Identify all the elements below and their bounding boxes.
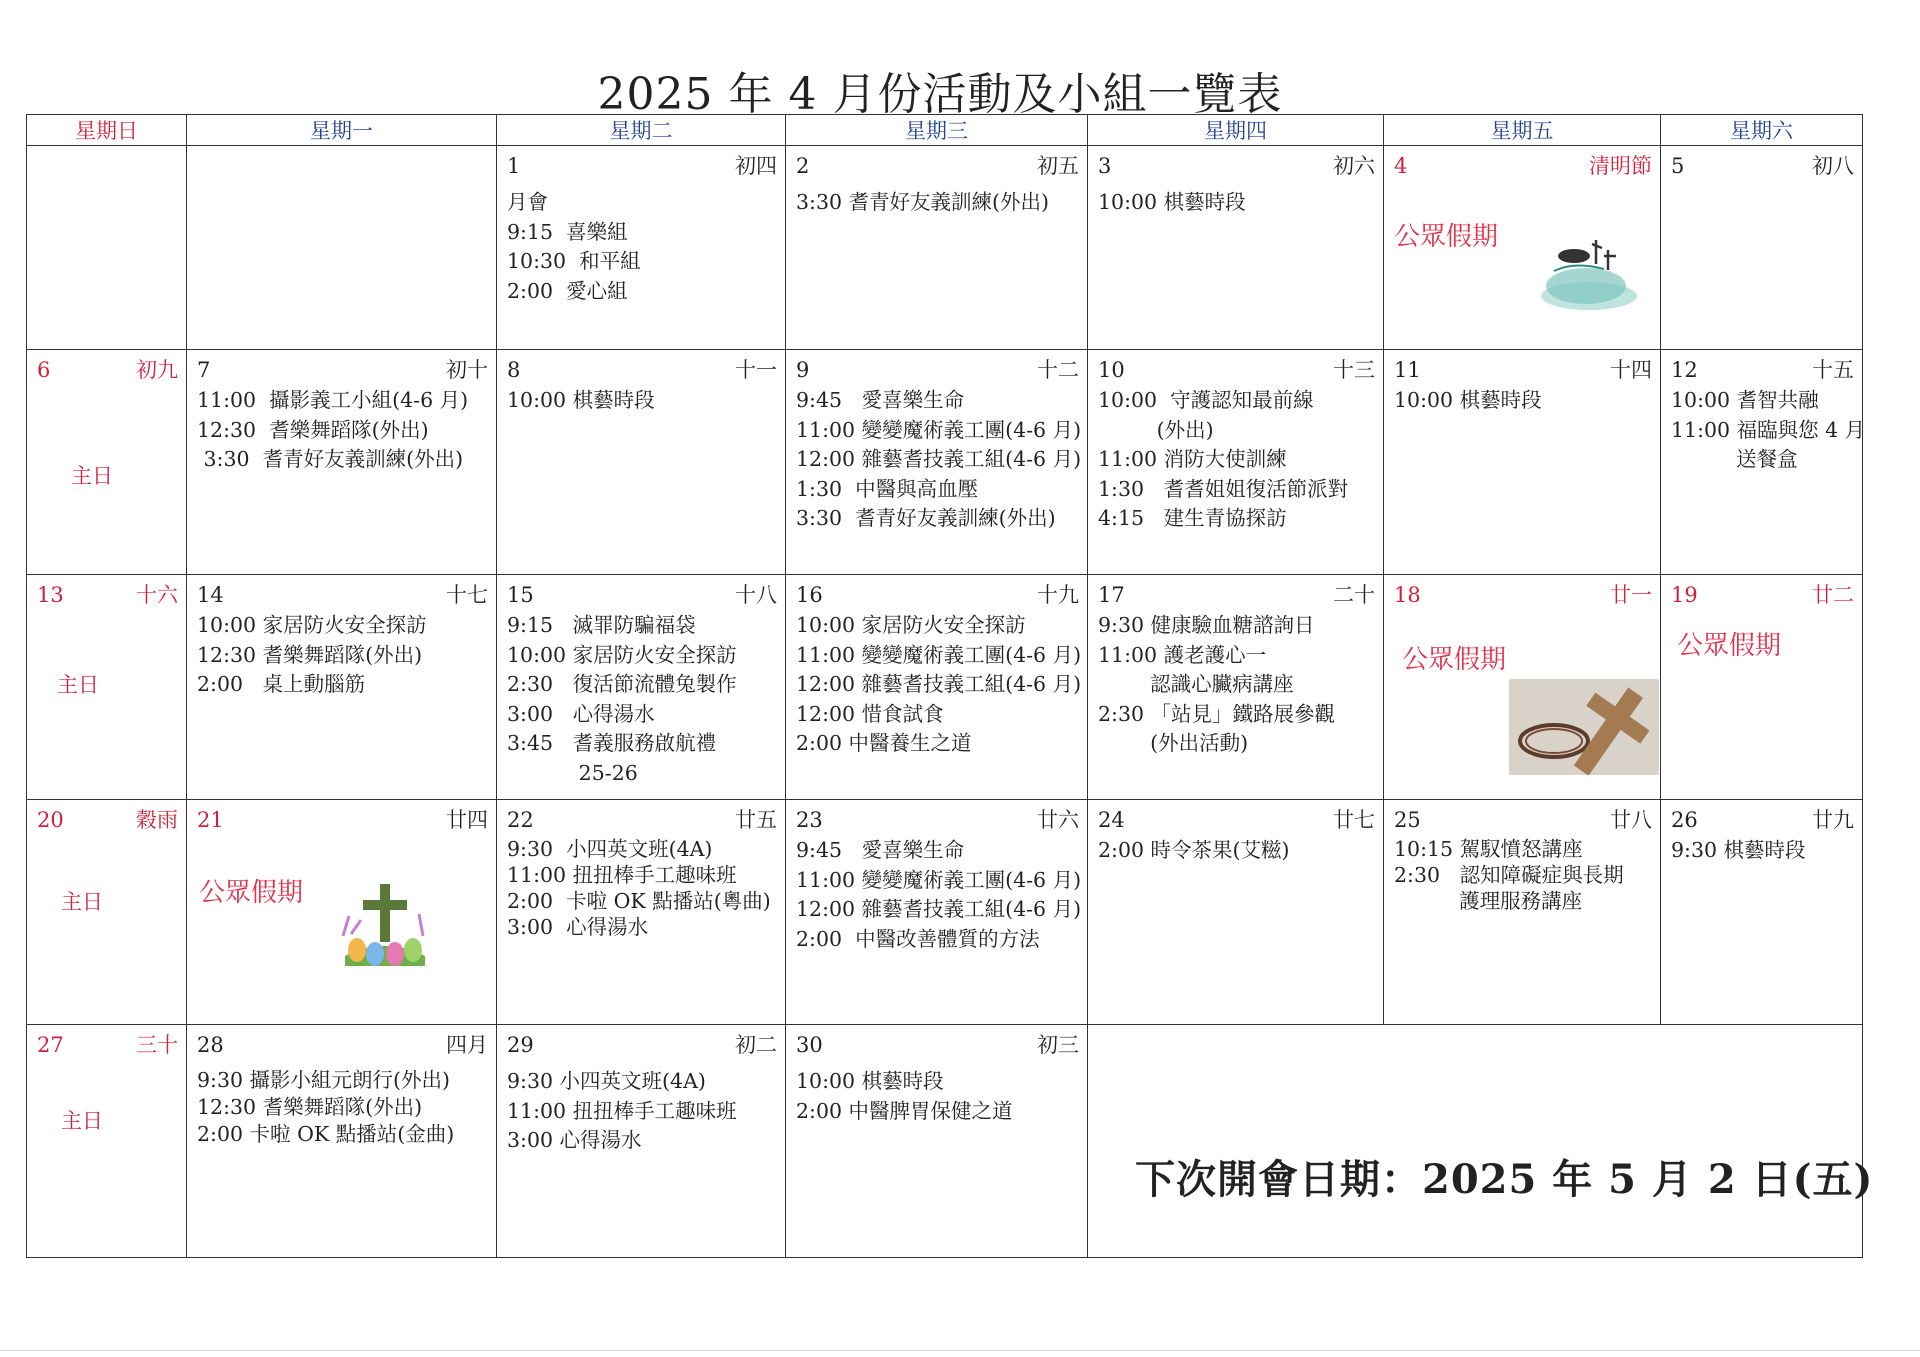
- day-number: 23: [796, 808, 823, 832]
- next-meeting-cell: [1088, 1025, 1863, 1258]
- weekday-header-row: [27, 115, 1863, 146]
- day-number: 18: [1394, 583, 1421, 607]
- page-title: 2025 年 4 月份活動及小組一覽表: [597, 69, 1283, 120]
- day-cell-12: [1661, 350, 1866, 575]
- day-number: 25: [1394, 808, 1421, 832]
- holiday-label: 公眾假期: [199, 878, 304, 908]
- weekday-wed: 星期三: [786, 115, 1088, 146]
- day-cell-4: [1384, 146, 1661, 350]
- day-number: 7: [197, 358, 211, 382]
- lunar-date: 廿四: [446, 808, 488, 832]
- lunar-date: 初四: [735, 154, 777, 178]
- day-cell-3: [1088, 146, 1384, 350]
- lunar-date: 廿八: [1610, 808, 1652, 832]
- lunar-date: 初二: [735, 1033, 777, 1057]
- sunday-label: 主日: [61, 890, 103, 914]
- weekday-mon: 星期一: [187, 115, 497, 146]
- day-number: 19: [1671, 583, 1698, 607]
- lunar-date: 廿五: [735, 808, 777, 832]
- scan-edge-line: [0, 1350, 1920, 1351]
- day-cell-21: [187, 800, 497, 1025]
- day-number: 9: [796, 358, 810, 382]
- week-row-5: [27, 1025, 1863, 1258]
- lunar-date: 十二: [1037, 358, 1079, 382]
- event-list: 9:30 健康驗血糖諮詢日 11:00 護老護心一 認識心臟病講座 2:30 「站見」鐵路展參觀 (外出活動): [1098, 613, 1336, 755]
- day-cell-20: [27, 800, 187, 1025]
- day-cell-7: [187, 350, 497, 575]
- sunday-label: 主日: [71, 464, 113, 488]
- day-number: 26: [1671, 808, 1698, 832]
- lunar-date: 二十: [1333, 583, 1375, 607]
- day-number: 3: [1098, 154, 1112, 178]
- lunar-date: 十八: [735, 583, 777, 607]
- event-list: 9:30 小四英文班(4A) 11:00 扭扭棒手工趣味班 2:00 卡啦 OK 點播站(粵曲) 3:00 心得湯水: [507, 837, 771, 939]
- day-number: 12: [1671, 358, 1698, 382]
- day-cell-18: [1384, 575, 1661, 800]
- lunar-date: 初五: [1037, 154, 1079, 178]
- day-number: 22: [507, 808, 534, 832]
- lunar-date: 三十: [136, 1033, 178, 1057]
- day-cell-23: [786, 800, 1088, 1025]
- day-number: 30: [796, 1033, 823, 1057]
- lunar-date: 十六: [136, 583, 178, 607]
- lunar-date: 十九: [1037, 583, 1079, 607]
- day-cell-16: [786, 575, 1088, 800]
- day-cell-17: [1088, 575, 1384, 800]
- lunar-date: 初九: [136, 358, 178, 382]
- event-list: 10:00 守護認知最前線 (外出) 11:00 消防大使訓練 1:30 耆耆姐姐復活節派對 4:15 建生青協探訪: [1098, 388, 1349, 530]
- holiday-label: 公眾假期: [1394, 222, 1499, 252]
- event-list: 10:15 駕馭憤怒講座 2:30 認知障礙症與長期 護理服務講座: [1394, 837, 1624, 913]
- empty-cell: [27, 146, 187, 350]
- day-number: 13: [37, 583, 64, 607]
- day-cell-30: [786, 1025, 1088, 1258]
- event-list: 9:15 滅罪防騙福袋 10:00 家居防火安全探訪 2:30 復活節流體兔製作 3:00 心得湯水 3:45 耆義服務啟航禮 25-26: [507, 613, 737, 785]
- event-list: 2:00 時令茶果(艾糍): [1098, 838, 1290, 862]
- weekday-fri: 星期五: [1384, 115, 1661, 146]
- day-cell-19: [1661, 575, 1863, 800]
- next-meeting-date: 下次開會日期：2025 年 5 月 2 日(五): [1135, 1156, 1874, 1203]
- lunar-date: 初八: [1812, 154, 1854, 178]
- empty-cell: [187, 146, 497, 350]
- lunar-date: 廿九: [1812, 808, 1854, 832]
- lunar-date: 十七: [446, 583, 488, 607]
- day-number: 5: [1671, 154, 1685, 178]
- lunar-date: 初十: [446, 358, 488, 382]
- lunar-date: 廿七: [1333, 808, 1375, 832]
- day-number: 1: [507, 154, 521, 178]
- day-number: 21: [197, 808, 224, 832]
- day-cell-11: [1384, 350, 1661, 575]
- event-list: 9:30 小四英文班(4A) 11:00 扭扭棒手工趣味班 3:00 心得湯水: [507, 1069, 737, 1152]
- lunar-date: 廿二: [1812, 583, 1854, 607]
- lunar-date: 十一: [735, 358, 777, 382]
- week-row-4: [27, 800, 1863, 1025]
- event-list: 10:00 耆智共融 11:00 福臨與您 4 月 送餐盒: [1671, 388, 1866, 471]
- day-cell-15: [497, 575, 786, 800]
- day-cell-10: [1088, 350, 1384, 575]
- weekday-sat: 星期六: [1661, 115, 1863, 146]
- weekday-sun: 星期日: [27, 115, 187, 146]
- day-cell-8: [497, 350, 786, 575]
- weekday-thu: 星期四: [1088, 115, 1384, 146]
- lunar-date: 十五: [1812, 358, 1854, 382]
- day-number: 14: [197, 583, 224, 607]
- qingming-illustration: [1534, 216, 1639, 316]
- day-cell-25: [1384, 800, 1661, 1025]
- holiday-label: 公眾假期: [1402, 645, 1507, 675]
- week-row-2: [27, 350, 1863, 575]
- event-list: 9:45 愛喜樂生命 11:00 變變魔術義工團(4-6 月) 12:00 雜藝耆技義工組(4-6 月) 1:30 中醫與高血壓 3:30 耆青好友義訓練(外出): [796, 388, 1082, 530]
- lunar-date: 初六: [1333, 154, 1375, 178]
- day-number: 2: [796, 154, 810, 178]
- event-list: 10:00 家居防火安全探訪 11:00 變變魔術義工團(4-6 月) 12:00 雜藝耆技義工組(4-6 月) 12:00 惜食試食 2:00 中醫養生之道: [796, 613, 1082, 755]
- event-list: 9:30 棋藝時段: [1671, 838, 1806, 862]
- event-list: 10:00 棋藝時段: [507, 388, 655, 412]
- day-number: 29: [507, 1033, 534, 1057]
- day-cell-9: [786, 350, 1088, 575]
- day-number: 6: [37, 358, 51, 382]
- day-number: 11: [1394, 358, 1421, 382]
- day-number: 27: [37, 1033, 64, 1057]
- event-list: 9:45 愛喜樂生命 11:00 變變魔術義工團(4-6 月) 12:00 雜藝耆技義工組(4-6 月) 2:00 中醫改善體質的方法: [796, 838, 1082, 951]
- day-cell-24: [1088, 800, 1384, 1025]
- weekday-tue: 星期二: [497, 115, 786, 146]
- event-list: 9:30 攝影小組元朗行(外出) 12:30 耆樂舞蹈隊(外出) 2:00 卡啦 OK 點播站(金曲): [197, 1068, 455, 1146]
- lunar-date: 十三: [1333, 358, 1375, 382]
- easter-eggs-illustration: [335, 876, 435, 972]
- day-cell-14: [187, 575, 497, 800]
- event-list: 11:00 攝影義工小組(4-6 月) 12:30 耆樂舞蹈隊(外出) 3:30 耆青好友義訓練(外出): [197, 388, 469, 471]
- lunar-date: 廿六: [1037, 808, 1079, 832]
- day-cell-29: [497, 1025, 786, 1258]
- event-list: 10:00 棋藝時段 2:00 中醫脾胃保健之道: [796, 1069, 1013, 1123]
- cross-crown-illustration: [1509, 679, 1659, 775]
- event-list: 月會 9:15 喜樂組 10:30 和平組 2:00 愛心組: [507, 190, 641, 303]
- event-list: 10:00 家居防火安全探訪 12:30 耆樂舞蹈隊(外出) 2:00 桌上動腦筋: [197, 613, 427, 696]
- day-number: 15: [507, 583, 534, 607]
- day-cell-26: [1661, 800, 1863, 1025]
- day-cell-22: [497, 800, 786, 1025]
- lunar-date: 清明節: [1589, 154, 1652, 178]
- lunar-date: 穀雨: [136, 808, 178, 832]
- day-number: 17: [1098, 583, 1125, 607]
- day-cell-1: [497, 146, 786, 350]
- day-number: 16: [796, 583, 823, 607]
- lunar-date: 初三: [1037, 1033, 1079, 1057]
- day-number: 24: [1098, 808, 1125, 832]
- calendar-table: [26, 114, 1866, 1258]
- day-cell-6: [27, 350, 187, 575]
- day-cell-5: [1661, 146, 1863, 350]
- holiday-label: 公眾假期: [1677, 631, 1782, 661]
- day-number: 20: [37, 808, 64, 832]
- day-cell-2: [786, 146, 1088, 350]
- lunar-date: 四月: [446, 1033, 488, 1057]
- day-cell-13: [27, 575, 187, 800]
- sunday-label: 主日: [61, 1109, 103, 1133]
- day-number: 8: [507, 358, 521, 382]
- week-row-3: [27, 575, 1863, 800]
- week-row-1: [27, 146, 1863, 350]
- lunar-date: 廿一: [1610, 583, 1652, 607]
- event-list: 3:30 耆青好友義訓練(外出): [796, 190, 1050, 214]
- day-number: 10: [1098, 358, 1125, 382]
- day-cell-28: [187, 1025, 497, 1258]
- day-cell-27: [27, 1025, 187, 1258]
- lunar-date: 十四: [1610, 358, 1652, 382]
- event-list: 10:00 棋藝時段: [1394, 388, 1542, 412]
- day-number: 28: [197, 1033, 224, 1057]
- sunday-label: 主日: [57, 673, 99, 697]
- day-number: 4: [1394, 154, 1408, 178]
- event-list: 10:00 棋藝時段: [1098, 190, 1246, 214]
